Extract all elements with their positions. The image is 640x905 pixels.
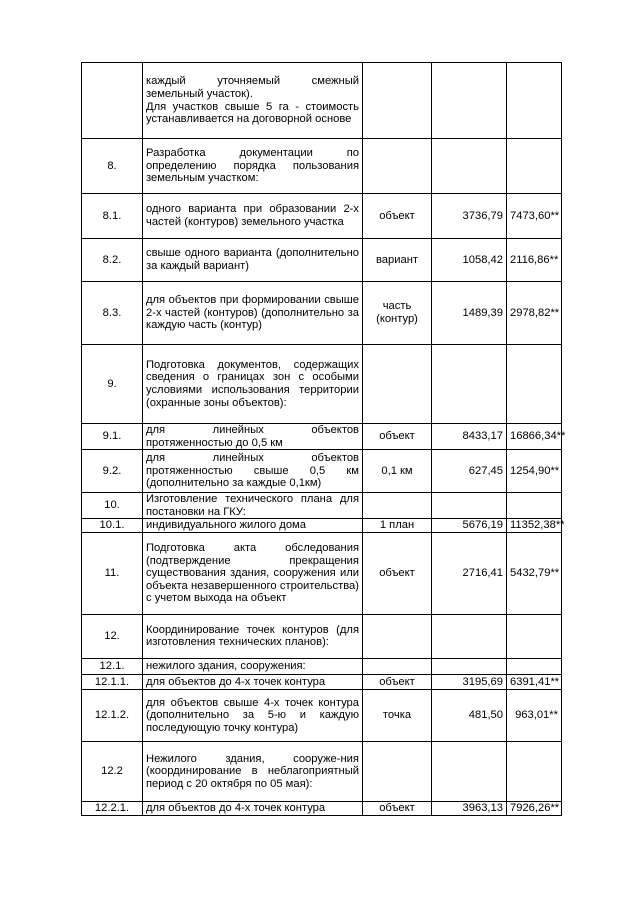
price-with-vat-cell: 7926,26** xyxy=(507,801,562,815)
price-cell xyxy=(432,741,507,801)
description-text: одного варианта при образовании 2-х частей (контуров) земельного участка xyxy=(146,203,359,228)
item-number-cell: 12.2 xyxy=(82,741,143,801)
description-cell xyxy=(143,194,363,239)
table-row xyxy=(82,493,562,519)
table-row xyxy=(82,689,562,741)
price-cell xyxy=(432,139,507,194)
item-number-cell: 12.1. xyxy=(82,658,143,674)
description-cell xyxy=(143,674,363,689)
description-cell xyxy=(143,493,363,519)
description-cell xyxy=(143,614,363,658)
price-cell xyxy=(432,658,507,674)
price-cell xyxy=(432,614,507,658)
description-text: для линейных объектов протяженностью свыше 0,5 км (дополнительно за каждые 0,1км) xyxy=(146,452,359,490)
unit-cell xyxy=(363,493,432,519)
price-cell xyxy=(432,63,507,139)
item-number-cell: 11. xyxy=(82,532,143,614)
price-cell xyxy=(432,345,507,424)
unit-cell xyxy=(363,345,432,424)
item-number-cell: 12.1.2. xyxy=(82,689,143,741)
description-text: Изготовление технического плана для постановки на ГКУ: xyxy=(146,493,359,518)
description-text: для объектов при формировании свыше 2-х частей (контуров) (дополнительно за каждую часть (контур) xyxy=(146,294,359,332)
description-text: Координирование точек контуров (для изготовления технических планов): xyxy=(146,623,359,649)
description-cell xyxy=(143,658,363,674)
table-row xyxy=(82,424,562,450)
price-cell: 1489,39 xyxy=(432,282,507,345)
table-row xyxy=(82,614,562,658)
table-row xyxy=(82,741,562,801)
price-with-vat-cell: 16866,34** xyxy=(507,424,562,450)
item-number-cell: 12.1.1. xyxy=(82,674,143,689)
price-cell: 8433,17 xyxy=(432,424,507,450)
price-with-vat-cell: 7473,60** xyxy=(507,194,562,239)
table-row xyxy=(82,801,562,815)
price-cell xyxy=(432,493,507,519)
description-cell xyxy=(143,689,363,741)
price-with-vat-cell xyxy=(507,741,562,801)
table-row xyxy=(82,139,562,194)
price-cell: 2716,41 xyxy=(432,532,507,614)
unit-cell xyxy=(363,741,432,801)
table-row xyxy=(82,532,562,614)
price-with-vat-cell xyxy=(507,614,562,658)
description-text: нежилого здания, сооружения: xyxy=(146,660,306,673)
description-text: индивидуального жилого дома xyxy=(146,519,306,532)
unit-cell: вариант xyxy=(363,239,432,282)
price-with-vat-cell: 6391,41** xyxy=(507,674,562,689)
item-number-cell: 12. xyxy=(82,614,143,658)
description-text: Для участков свыше 5 га - стоимость устанавливается на договорной основе xyxy=(146,100,359,126)
price-with-vat-cell xyxy=(507,493,562,519)
unit-cell xyxy=(363,63,432,139)
description-text: Подготовка акта обследования (подтверждение прекращения существования здания, сооружения или объекта незавершенного строительства) с учетом выхода на объект xyxy=(146,541,359,605)
price-cell: 481,50 xyxy=(432,689,507,741)
unit-cell: объект xyxy=(363,424,432,450)
unit-cell: часть (контур) xyxy=(363,282,432,345)
table-row xyxy=(82,239,562,282)
description-text: Разработка документации по определению порядка пользования земельным участком: xyxy=(146,147,359,185)
unit-cell xyxy=(363,658,432,674)
price-with-vat-cell: 1254,90** xyxy=(507,450,562,493)
item-number-cell: 9. xyxy=(82,345,143,424)
price-with-vat-cell xyxy=(507,658,562,674)
table-row xyxy=(82,658,562,674)
unit-cell: объект xyxy=(363,194,432,239)
item-number-cell: 9.1. xyxy=(82,424,143,450)
description-cell xyxy=(143,282,363,345)
price-with-vat-cell: 5432,79** xyxy=(507,532,562,614)
unit-cell: объект xyxy=(363,801,432,815)
description-text: для линейных объектов протяженностью до 0,5 км xyxy=(146,424,359,449)
table-row xyxy=(82,194,562,239)
description-text: свыше одного варианта (дополнительно за каждый вариант) xyxy=(146,247,359,272)
price-with-vat-cell: 11352,38** xyxy=(507,519,562,533)
unit-cell: объект xyxy=(363,674,432,689)
unit-cell: 1 план xyxy=(363,519,432,533)
description-cell xyxy=(143,63,363,139)
description-cell xyxy=(143,519,363,533)
unit-cell: точка xyxy=(363,689,432,741)
description-cell xyxy=(143,139,363,194)
unit-cell: 0,1 км xyxy=(363,450,432,493)
table-row xyxy=(82,282,562,345)
item-number-cell: 9.2. xyxy=(82,450,143,493)
item-number-cell: 8.1. xyxy=(82,194,143,239)
price-cell: 627,45 xyxy=(432,450,507,493)
price-cell: 3963,13 xyxy=(432,801,507,815)
price-cell: 3736,79 xyxy=(432,194,507,239)
description-text: Нежилого здания, сооруже-ния (координирование в неблагоприятный период с 20 октября по 05 мая): xyxy=(146,752,359,790)
price-table xyxy=(81,62,566,816)
item-number-cell: 10. xyxy=(82,493,143,519)
price-with-vat-cell: 2116,86** xyxy=(507,239,562,282)
description-cell xyxy=(143,345,363,424)
item-number-cell: 8. xyxy=(82,139,143,194)
unit-cell xyxy=(363,139,432,194)
price-with-vat-cell xyxy=(507,345,562,424)
item-number-cell: 10.1. xyxy=(82,519,143,533)
table-row xyxy=(82,345,562,424)
price-cell: 5676,19 xyxy=(432,519,507,533)
table-row xyxy=(82,63,562,139)
item-number-cell: 8.2. xyxy=(82,239,143,282)
description-cell xyxy=(143,801,363,815)
description-cell xyxy=(143,532,363,614)
description-cell xyxy=(143,741,363,801)
unit-cell xyxy=(363,614,432,658)
price-with-vat-cell xyxy=(507,139,562,194)
table-row xyxy=(82,674,562,689)
price-with-vat-cell: 2978,82** xyxy=(507,282,562,345)
description-cell xyxy=(143,424,363,450)
unit-cell: объект xyxy=(363,532,432,614)
description-text: Подготовка документов, содержащих сведения о границах зон с особыми условиями использования территории (охранные зоны объектов): xyxy=(146,358,359,409)
description-text: для объектов до 4-х точек контура xyxy=(146,802,326,815)
description-text: для объектов до 4-х точек контура xyxy=(146,675,326,688)
description-text: для объектов свыше 4-х точек контура (дополнительно за 5-ю и каждую последующую точку контура) xyxy=(146,696,359,734)
price-table-body xyxy=(82,63,566,816)
item-number-cell: 12.2.1. xyxy=(82,801,143,815)
description-text: каждый уточняемый смежный земельный участок). xyxy=(146,75,359,100)
item-number-cell: 8.3. xyxy=(82,282,143,345)
price-with-vat-cell: 963,01** xyxy=(507,689,562,741)
price-cell: 3195,69 xyxy=(432,674,507,689)
price-cell: 1058,42 xyxy=(432,239,507,282)
table-row xyxy=(82,519,562,533)
description-cell xyxy=(143,239,363,282)
price-with-vat-cell xyxy=(507,63,562,139)
description-cell xyxy=(143,450,363,493)
table-row xyxy=(82,450,562,493)
item-number-cell xyxy=(82,63,143,139)
